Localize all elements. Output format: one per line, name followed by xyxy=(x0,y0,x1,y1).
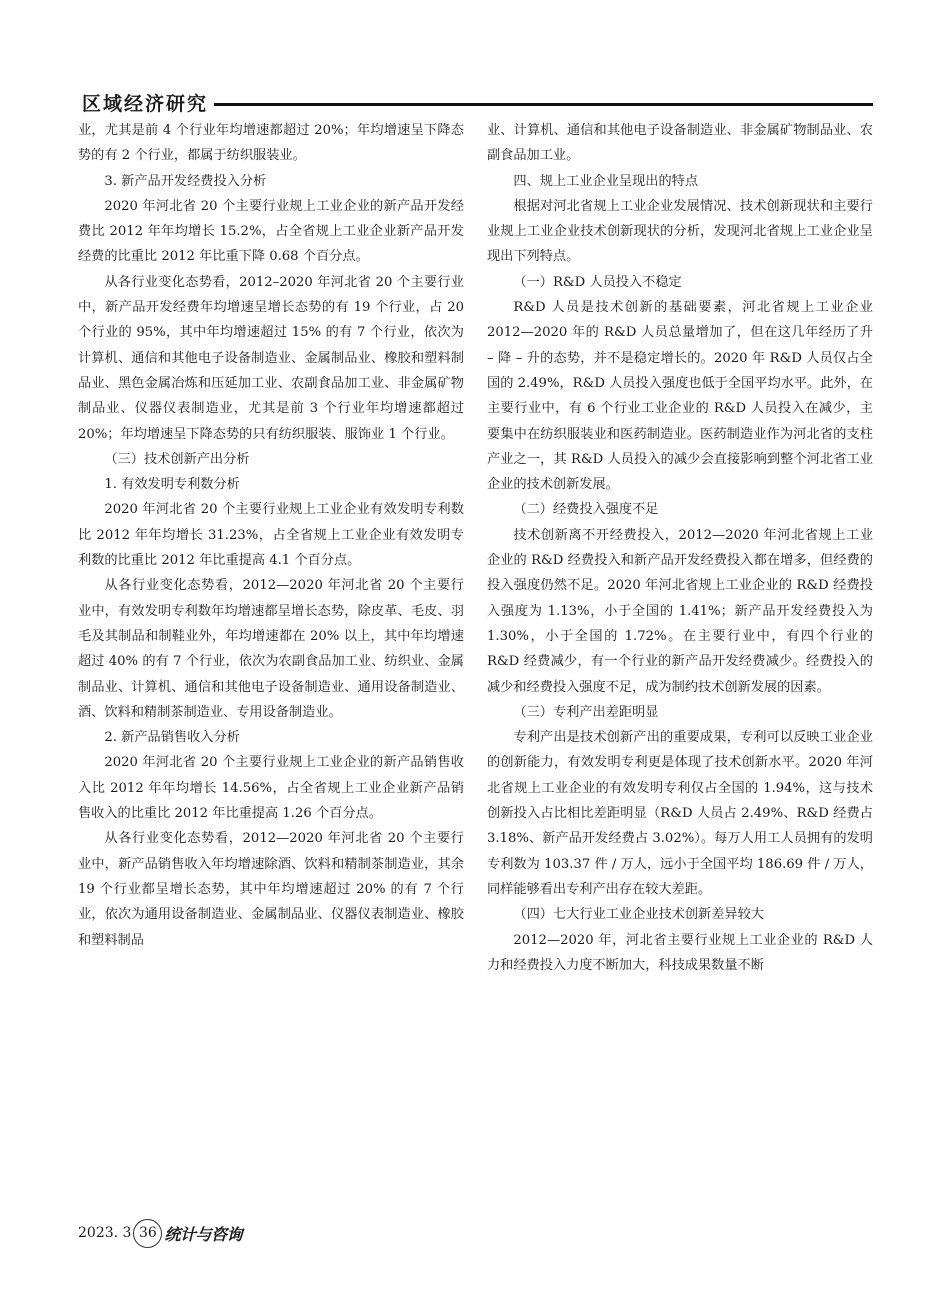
section-heading: 3. 新产品开发经费投入分析 xyxy=(104,173,267,189)
paragraph: 2020 年河北省 20 个主要行业规上工业企业的新产品销售收入比 2012 年年均增长 14.56%，占全省规上工业企业新产品销售收入的比重比 2012 年比重提高 1.26 个百分点。 xyxy=(78,755,464,822)
paragraph: 专利产出是技术创新产出的重要成果，专利可以反映工业企业的创新能力，有效发明专利更是体现了技术创新水平。2020 年河北省规上工业企业的有效发明专利仅占全国的 1.94%，这与技术创新投入占比相比差距明显（R&D 人员占 2.49%、R&D 经费占 3.18%、新产品开发经费占 3.02%）。每万人用工人员拥有的发明专利数为 103.37 件 / 万人，远小于全国平均 186.69 件 / 万人，同样能够看出专利产出存在较大差距。 xyxy=(487,730,873,897)
paragraph: 业、计算机、通信和其他电子设备制造业、非金属矿物制品业、农副食品加工业。 xyxy=(487,123,873,164)
issue-date: 2023. 3 xyxy=(78,1225,132,1241)
paragraph: 从各行业变化态势看，2012—2020 年河北省 20 个主要行业中，新产品销售收入年均增速除酒、饮料和精制茶制造业，其余 19 个行业都呈增长态势，其中年均增速超过 20% 的有 7 个行业，依次为通用设备制造业、金属制品业、仪器仪表制造业、橡胶和塑料制品 xyxy=(78,831,464,948)
paragraph: 2020 年河北省 20 个主要行业规上工业企业的新产品开发经费比 2012 年年均增长 15.2%，占全省规上工业企业新产品开发经费的比重比 2012 年比重下降 0.68 个百分点。 xyxy=(78,198,464,265)
section-title: 区域经济研究 xyxy=(78,91,214,117)
section-heading: （三）技术创新产出分析 xyxy=(104,451,250,467)
section-heading: （一）R&D 人员投入不稳定 xyxy=(513,274,682,290)
section-heading: （二）经费投入强度不足 xyxy=(513,502,659,518)
paragraph: 技术创新离不开经费投入，2012—2020 年河北省规上工业企业的 R&D 经费投入和新产品开发经费投入都在增多，但经费的投入强度仍然不足。2020 年河北省规上工业企业的 R&D 经费投入强度为 1.13%，小于全国的 1.41%；新产品开发经费投入为 1.30%，小于全国的 1.72%。在主要行业中，有四个行业的 R&D 经费减少，有一个行业的新产品开发经费减少。经费投入的减少和经费投入强度不足，成为制约技术创新发展的因素。 xyxy=(487,527,873,695)
section-heading: （三）专利产出差距明显 xyxy=(513,704,659,720)
section-header xyxy=(78,91,873,117)
page-number: 36 xyxy=(133,1219,162,1248)
paragraph: 从各行业变化态势看，2012—2020 年河北省 20 个主要行业中，有效发明专利数年均增速都呈增长态势，除皮革、毛皮、羽毛及其制品和制鞋业外，年均增速都在 20% 以上，其中年均增速超过 40% 的有 7 个行业，依次为农副食品加工业、纺织业、金属制品业、计算机、通信和其他电子设备制造业、通用设备制造业、酒、饮料和精制茶制造业、专用设备制造业。 xyxy=(78,578,464,720)
paragraph: 2020 年河北省 20 个主要行业规上工业企业有效发明专利数比 2012 年年均增长 31.23%，占全省规上工业企业有效发明专利数的比重比 2012 年比重提高 4.1 个百分点。 xyxy=(78,502,464,569)
section-heading: （四）七大行业工业企业技术创新差异较大 xyxy=(513,907,764,923)
paragraph: 2012—2020 年，河北省主要行业规上工业企业的 R&D 人力和经费投入力度不断加大，科技成果数量不断 xyxy=(487,932,873,973)
paragraph: 从各行业变化态势看，2012–2020 年河北省 20 个主要行业中，新产品开发经费年均增速呈增长态势的有 19 个行业，占 20 个行业的 95%，其中年均增速超过 15% 的有 7 个行业，依次为计算机、通信和其他电子设备制造业、金属制品业、橡胶和塑料制品业、黑色金属冶炼和压延加工业、农副食品加工业、非金属矿物制品业、仪器仪表制造业，尤其是前 3 个行业年均增速都超过 20%；年均增速呈下降态势的只有纺织服装、服饰业 1 个行业。 xyxy=(78,274,464,442)
right-column xyxy=(487,118,873,978)
paragraph: 根据对河北省规上工业企业发展情况、技术创新现状和主要行业规上工业企业技术创新现状的分析，发现河北省规上工业企业呈现出下列特点。 xyxy=(487,198,873,265)
section-heading: 2. 新产品销售收入分析 xyxy=(104,730,240,746)
journal-name: 统计与咨询 xyxy=(164,1224,242,1244)
section-heading: 1. 有效发明专利数分析 xyxy=(104,477,240,493)
section-heading: 四、规上工业企业呈现出的特点 xyxy=(513,173,699,189)
paragraph: R&D 人员是技术创新的基础要素，河北省规上工业企业 2012—2020 年的 R&D 人员总量增加了，但在这几年经历了升 – 降 – 升的态势，并不是稳定增长的。2020 年 R&D 人员仅占全国的 2.49%，R&D 人员投入强度也低于全国平均水平。此外，在主要行业中，有 6 个行业工业企业的 R&D 人员投入在减少，主要集中在纺织服装业和医药制造业。医药制造业作为河北省的支柱产业之一，其 R&D 人员投入的减少会直接影响到整个河北省工业企业的技术创新发展。 xyxy=(487,300,873,493)
paragraph: 业，尤其是前 4 个行业年均增速都超过 20%；年均增速呈下降态势的有 2 个行业，都属于纺织服装业。 xyxy=(78,123,464,164)
left-column xyxy=(78,118,464,953)
page-footer xyxy=(78,1218,242,1248)
